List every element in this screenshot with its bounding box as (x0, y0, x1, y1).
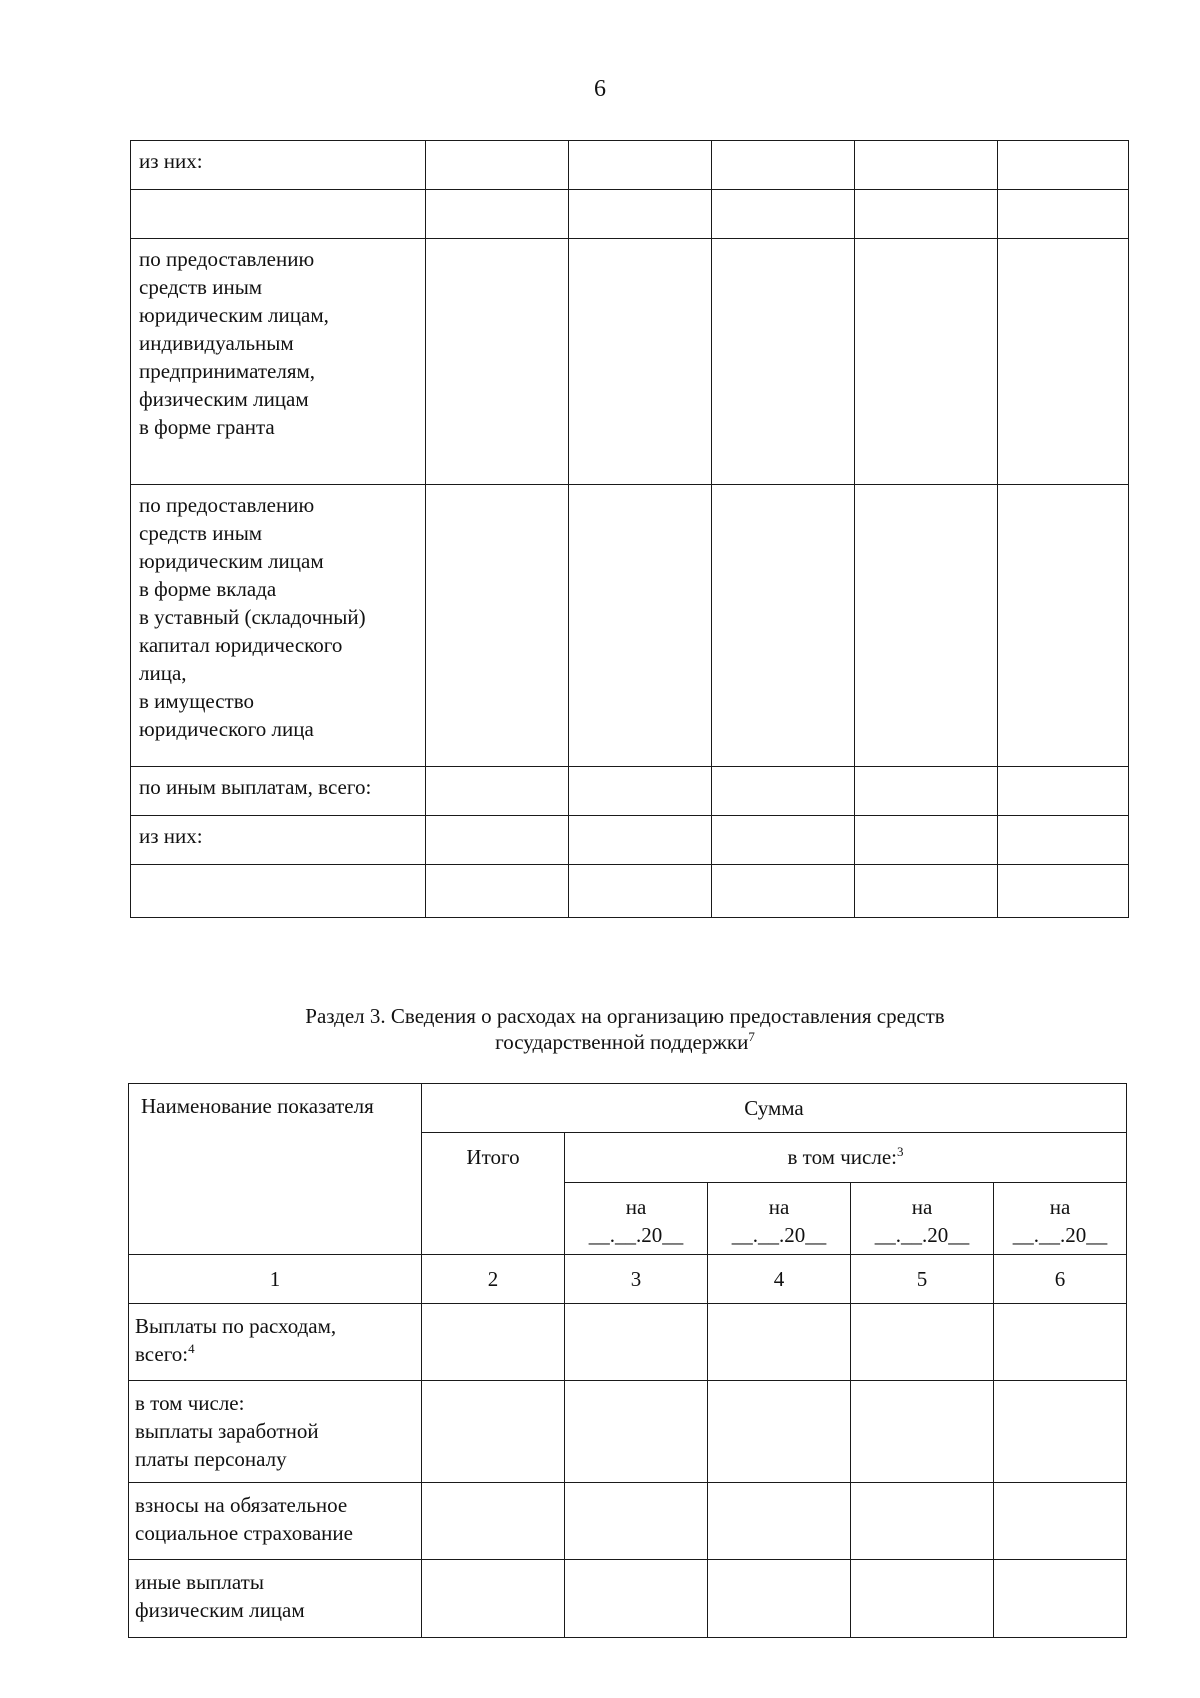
header-indicator-name: Наименование показателя (129, 1084, 422, 1255)
row-label-other-payments: иные выплаты физическим лицам (129, 1560, 422, 1638)
value-cell (855, 485, 998, 767)
value-cell (851, 1483, 994, 1560)
footnote-mark: 7 (748, 1029, 755, 1044)
value-cell (426, 239, 569, 485)
column-number: 5 (851, 1255, 994, 1304)
value-cell (426, 865, 569, 918)
table-row (129, 1304, 1127, 1381)
footnote-mark: 3 (896, 1144, 904, 1159)
value-cell (708, 1304, 851, 1381)
table-row (131, 485, 1129, 767)
continuation-table (130, 140, 1129, 918)
value-cell (998, 816, 1129, 865)
value-cell (426, 141, 569, 190)
value-cell (994, 1483, 1127, 1560)
value-cell (422, 1483, 565, 1560)
table-row (131, 190, 1129, 239)
table-row (129, 1560, 1127, 1638)
row-label (131, 190, 426, 239)
column-number: 4 (708, 1255, 851, 1304)
value-cell (994, 1304, 1127, 1381)
value-cell (565, 1381, 708, 1483)
value-cell (708, 1381, 851, 1483)
value-cell (855, 767, 998, 816)
row-label-total: Выплаты по расходам, всего:$^4$ (129, 1304, 422, 1381)
value-cell (855, 141, 998, 190)
footnote-mark: 4 (188, 1341, 195, 1356)
header-date: на __.__.20__ (994, 1183, 1127, 1255)
column-number: 3 (565, 1255, 708, 1304)
table-row (131, 865, 1129, 918)
value-cell (998, 865, 1129, 918)
value-cell (855, 239, 998, 485)
value-cell (998, 141, 1129, 190)
value-cell (565, 1560, 708, 1638)
header-date: на __.__.20__ (565, 1183, 708, 1255)
value-cell (712, 141, 855, 190)
table-row (131, 239, 1129, 485)
value-cell (569, 485, 712, 767)
section-title-line-2: государственной поддержки$^7$ (495, 1029, 755, 1054)
column-number: 2 (422, 1255, 565, 1304)
header-date: на __.__.20__ (708, 1183, 851, 1255)
value-cell (851, 1304, 994, 1381)
value-cell (998, 767, 1129, 816)
value-cell (851, 1381, 994, 1483)
value-cell (569, 865, 712, 918)
column-number-row (129, 1255, 1127, 1304)
value-cell (569, 141, 712, 190)
value-cell (712, 865, 855, 918)
value-cell (712, 767, 855, 816)
value-cell (998, 190, 1129, 239)
value-cell (569, 190, 712, 239)
value-cell (712, 485, 855, 767)
column-number: 6 (994, 1255, 1127, 1304)
value-cell (426, 816, 569, 865)
value-cell (565, 1483, 708, 1560)
value-cell (994, 1381, 1127, 1483)
value-cell (994, 1560, 1127, 1638)
value-cell (569, 767, 712, 816)
header-including: в том числе:$^3$ (565, 1133, 1127, 1183)
table-row (131, 767, 1129, 816)
value-cell (708, 1560, 851, 1638)
value-cell (712, 190, 855, 239)
value-cell (565, 1304, 708, 1381)
page-number: 6 (594, 76, 606, 102)
table-row (131, 816, 1129, 865)
table-row (129, 1381, 1127, 1483)
row-label-contribution: по предоставлению средств иным юридическим лицам в форме вклада в уставный (складочный) капитал юридического лица, в имущество юридического лица (131, 485, 426, 767)
value-cell (851, 1560, 994, 1638)
value-cell (569, 239, 712, 485)
row-label-grant: по предоставлению средств иным юридическим лицам, индивидуальным предпринимателям, физическим лицам в форме гранта (131, 239, 426, 485)
value-cell (422, 1560, 565, 1638)
value-cell (712, 816, 855, 865)
header-total: Итого (422, 1133, 565, 1255)
value-cell (426, 767, 569, 816)
row-label-insurance: взносы на обязательное социальное страхование (129, 1483, 422, 1560)
value-cell (569, 816, 712, 865)
value-cell (855, 816, 998, 865)
header-sum: Сумма (422, 1084, 1127, 1133)
row-label: по иным выплатам, всего: (131, 767, 426, 816)
value-cell (855, 190, 998, 239)
value-cell (426, 485, 569, 767)
value-cell (426, 190, 569, 239)
row-label-salary: в том числе: выплаты заработной платы персоналу (129, 1381, 422, 1483)
value-cell (998, 239, 1129, 485)
expenses-table (128, 1083, 1127, 1638)
value-cell (422, 1381, 565, 1483)
row-label: из них: (131, 816, 426, 865)
value-cell (712, 239, 855, 485)
section-title (200, 1003, 1050, 1055)
table-row (129, 1483, 1127, 1560)
section-title-line-1: Раздел 3. Сведения о расходах на организацию предоставления средств (305, 1004, 945, 1028)
value-cell (422, 1304, 565, 1381)
value-cell (855, 865, 998, 918)
header-row (129, 1084, 1127, 1133)
row-label: из них: (131, 141, 426, 190)
row-label (131, 865, 426, 918)
table-row (131, 141, 1129, 190)
header-date: на __.__.20__ (851, 1183, 994, 1255)
column-number: 1 (129, 1255, 422, 1304)
value-cell (708, 1483, 851, 1560)
value-cell (998, 485, 1129, 767)
